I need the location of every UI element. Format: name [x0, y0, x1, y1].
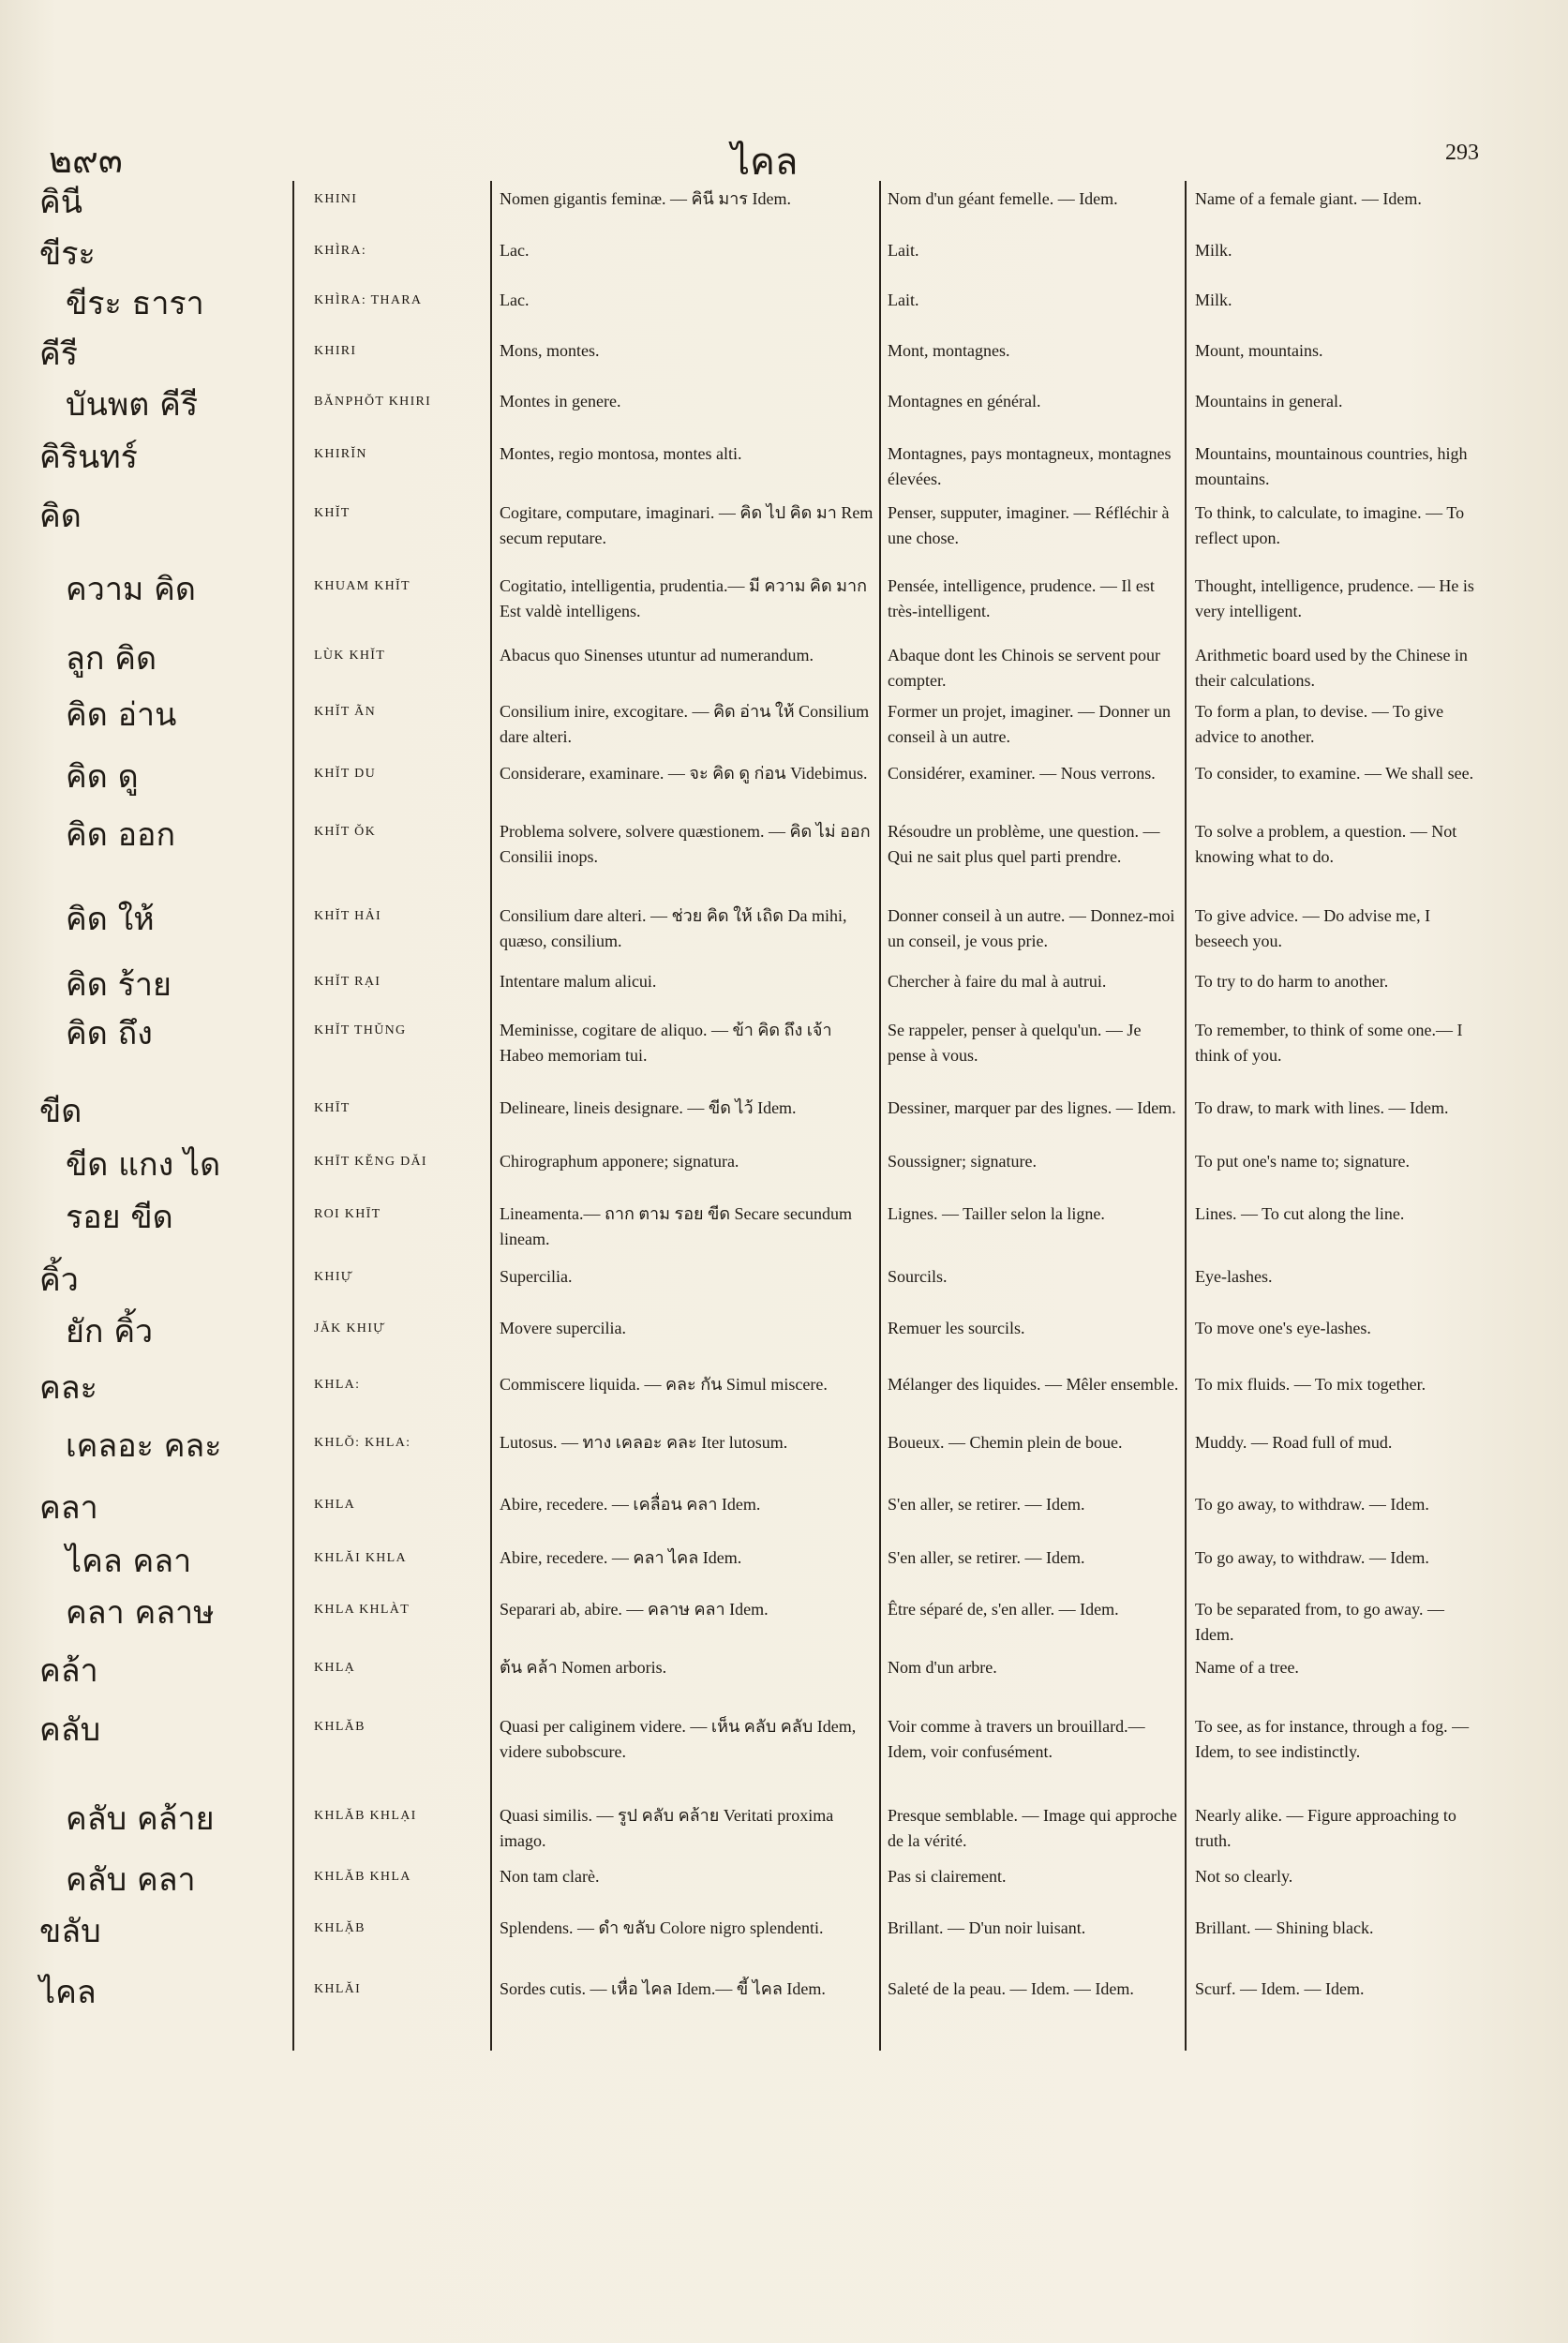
- entry-latin: Movere supercilia.: [500, 1319, 626, 1337]
- entry-transliteration: LÙK KHĬT: [314, 649, 386, 663]
- entry-french: S'en aller, se retirer. — Idem.: [888, 1495, 1085, 1514]
- entry-english: To form a plan, to devise. — To give advice to another.: [1195, 702, 1444, 746]
- entry-english: To solve a problem, a question. — Not knowing what to do.: [1195, 822, 1457, 866]
- entry-french: Pensée, intelligence, prudence. — Il est très-intelligent.: [888, 576, 1155, 620]
- entry-latin: Montes in genere.: [500, 392, 621, 410]
- thai-page-number: ๒๙๓: [49, 140, 123, 181]
- entry-transliteration: KHĬT DU: [314, 767, 377, 781]
- entry-latin: Separari ab, abire. — คลาษ คลา Idem.: [500, 1600, 769, 1619]
- entry-transliteration: KHĪT KĔNG DĂI: [314, 1155, 427, 1169]
- entry-transliteration: KHLĂI: [314, 1982, 362, 1996]
- entry-english: To draw, to mark with lines. — Idem.: [1195, 1098, 1449, 1117]
- entry-transliteration: KHUAM KHĬT: [314, 579, 411, 593]
- entry-thai-headword: บันพต คีรี: [66, 386, 199, 424]
- entry-french: Presque semblable. — Image qui approche de la vérité.: [888, 1806, 1177, 1850]
- entry-french: Résoudre un problème, une question. — Qui ne sait plus quel parti prendre.: [888, 822, 1160, 866]
- entry-english: To give advice. — Do advise me, I beseech you.: [1195, 906, 1431, 950]
- entry-latin: Lac.: [500, 241, 530, 260]
- entry-french: Brillant. — D'un noir luisant.: [888, 1918, 1086, 1937]
- entry-thai-headword: คละ: [39, 1369, 97, 1407]
- entry-english: To go away, to withdraw. — Idem.: [1195, 1495, 1429, 1514]
- entry-latin: Supercilia.: [500, 1267, 573, 1286]
- entry-transliteration: KHLA:: [314, 1378, 361, 1392]
- entry-french: Sourcils.: [888, 1267, 948, 1286]
- entry-thai-headword: คิด ให้: [66, 901, 155, 938]
- entry-transliteration: KHĬT ŎK: [314, 825, 377, 839]
- entry-transliteration: KHIỤ̌: [314, 1270, 352, 1284]
- entry-thai-headword: คลา: [39, 1489, 98, 1527]
- entry-thai-headword: ขีระ: [39, 235, 96, 273]
- entry-english: To move one's eye-lashes.: [1195, 1319, 1371, 1337]
- entry-english: Name of a tree.: [1195, 1658, 1299, 1677]
- entry-french: Penser, supputer, imaginer. — Réfléchir à une chose.: [888, 503, 1170, 547]
- entry-latin: Lutosus. — ทาง เคลอะ คละ Iter lutosum.: [500, 1433, 788, 1452]
- entry-thai-headword: คลา คลาษ: [66, 1594, 215, 1632]
- entry-latin: Quasi similis. — รูป คลับ คล้าย Veritati proxima imago.: [500, 1806, 834, 1850]
- entry-english: To put one's name to; signature.: [1195, 1152, 1410, 1171]
- entry-latin: Commiscere liquida. — คละ กัน Simul miscere.: [500, 1375, 828, 1394]
- entry-thai-headword: คิด: [39, 498, 82, 535]
- entry-french: Se rappeler, penser à quelqu'un. — Je pense à vous.: [888, 1021, 1142, 1065]
- entry-english: To consider, to examine. — We shall see.: [1195, 764, 1474, 783]
- entry-thai-headword: ยัก คิ้ว: [66, 1313, 154, 1351]
- entry-thai-headword: คล้า: [39, 1652, 98, 1690]
- entry-english: To go away, to withdraw. — Idem.: [1195, 1548, 1429, 1567]
- entry-french: Remuer les sourcils.: [888, 1319, 1025, 1337]
- entry-thai-headword: ไคล คลา: [66, 1543, 192, 1580]
- entry-transliteration: KHÌRA: THARA: [314, 293, 423, 307]
- entry-english: Scurf. — Idem. — Idem.: [1195, 1979, 1365, 1998]
- entry-english: Not so clearly.: [1195, 1867, 1293, 1886]
- entry-transliteration: KHLĂB: [314, 1720, 366, 1734]
- entry-french: Chercher à faire du mal à autrui.: [888, 972, 1107, 991]
- entry-thai-headword: รอย ขีด: [66, 1199, 173, 1236]
- entry-french: Lignes. — Tailler selon la ligne.: [888, 1204, 1105, 1223]
- entry-transliteration: KHLĂB KHLA: [314, 1870, 411, 1884]
- entry-thai-headword: เคลอะ คละ: [66, 1427, 222, 1465]
- entry-transliteration: KHĬT RẠI: [314, 975, 381, 989]
- entry-latin: Considerare, examinare. — จะ คิด ดู ก่อน Videbimus.: [500, 764, 868, 783]
- entry-thai-headword: ไคล: [39, 1974, 97, 2011]
- entry-latin: Abire, recedere. — เคลื่อน คลา Idem.: [500, 1495, 761, 1514]
- entry-latin: Nomen gigantis feminæ. — คินี มาร Idem.: [500, 189, 791, 208]
- entry-french: Montagnes, pays montagneux, montagnes élevées.: [888, 444, 1172, 488]
- entry-english: Milk.: [1195, 241, 1232, 260]
- page-header: [0, 131, 1568, 184]
- entry-english: Mountains, mountainous countries, high mountains.: [1195, 444, 1468, 488]
- entry-french: Mélanger des liquides. — Mêler ensemble.: [888, 1375, 1179, 1394]
- entry-french: Former un projet, imaginer. — Donner un conseil à un autre.: [888, 702, 1171, 746]
- entry-thai-headword: คิ้ว: [39, 1261, 79, 1299]
- entry-transliteration: KHLẶB: [314, 1921, 366, 1935]
- entry-french: Lait.: [888, 241, 919, 260]
- entry-latin: Quasi per caliginem videre. — เห็น คลับ คลับ Idem, videre subobscure.: [500, 1717, 857, 1761]
- entry-thai-headword: ขีด แกง ได: [66, 1146, 221, 1184]
- entry-transliteration: KHLẠ: [314, 1661, 356, 1675]
- entry-thai-headword: ความ คิด: [66, 571, 196, 608]
- entry-thai-headword: คิด ถึง: [66, 1015, 153, 1052]
- entry-transliteration: KHĪT: [314, 1101, 351, 1115]
- entry-french: Pas si clairement.: [888, 1867, 1007, 1886]
- entry-latin: Mons, montes.: [500, 341, 600, 360]
- entry-english: To mix fluids. — To mix together.: [1195, 1375, 1426, 1394]
- entry-thai-headword: คลับ: [39, 1711, 101, 1749]
- running-head: ไคล: [731, 141, 799, 184]
- entry-transliteration: KHĬT THŬNG: [314, 1023, 407, 1037]
- page-number: 293: [1445, 141, 1479, 165]
- entry-latin: Intentare malum alicui.: [500, 972, 657, 991]
- entry-transliteration: ROI KHĪT: [314, 1207, 381, 1221]
- entry-latin: Non tam clarè.: [500, 1867, 600, 1886]
- entry-latin: Montes, regio montosa, montes alti.: [500, 444, 742, 463]
- entry-english: Eye-lashes.: [1195, 1267, 1273, 1286]
- entry-english: Milk.: [1195, 291, 1232, 309]
- entry-english: Thought, intelligence, prudence. — He is very intelligent.: [1195, 576, 1474, 620]
- column-rule-4: [1185, 181, 1187, 2051]
- entry-english: Brillant. — Shining black.: [1195, 1918, 1374, 1937]
- entry-transliteration: KHIRI: [314, 344, 357, 358]
- entry-latin: Lac.: [500, 291, 530, 309]
- entry-french: Abaque dont les Chinois se servent pour compter.: [888, 646, 1160, 690]
- entry-french: Lait.: [888, 291, 919, 309]
- entry-english: Lines. — To cut along the line.: [1195, 1204, 1405, 1223]
- entry-latin: Consilium inire, excogitare. — คิด อ่าน ให้ Consilium dare alteri.: [500, 702, 870, 746]
- entry-french: Soussigner; signature.: [888, 1152, 1037, 1171]
- entry-transliteration: KHINI: [314, 192, 358, 206]
- entry-latin: Abacus quo Sinenses utuntur ad numerandum.: [500, 646, 814, 664]
- entry-thai-headword: ลูก คิด: [66, 640, 157, 678]
- entry-french: Dessiner, marquer par des lignes. — Idem.: [888, 1098, 1176, 1117]
- entry-english: Name of a female giant. — Idem.: [1195, 189, 1422, 208]
- entry-thai-headword: คลับ คล้าย: [66, 1800, 215, 1838]
- column-rule-1: [292, 181, 294, 2051]
- entry-thai-headword: ขีด: [39, 1093, 82, 1130]
- entry-transliteration: KHÌRA:: [314, 244, 367, 258]
- entry-thai-headword: คิด ร้าย: [66, 966, 172, 1004]
- entry-thai-headword: คิด ดู: [66, 758, 139, 796]
- entry-latin: Lineamenta.— ถาก ตาม รอย ขีด Secare secundum lineam.: [500, 1204, 852, 1248]
- entry-latin: Splendens. — ดำ ขลับ Colore nigro splendenti.: [500, 1918, 824, 1937]
- entry-thai-headword: คินี: [39, 184, 82, 221]
- entry-french: Boueux. — Chemin plein de boue.: [888, 1433, 1123, 1452]
- entry-french: Saleté de la peau. — Idem. — Idem.: [888, 1979, 1134, 1998]
- entry-latin: Cogitare, computare, imaginari. — คิด ไป คิด มา Rem secum reputare.: [500, 503, 874, 547]
- entry-english: Mountains in general.: [1195, 392, 1343, 410]
- entry-latin: Chirographum apponere; signatura.: [500, 1152, 739, 1171]
- entry-transliteration: KHĬT: [314, 506, 351, 520]
- entry-english: Nearly alike. — Figure approaching to truth.: [1195, 1806, 1456, 1850]
- entry-english: To remember, to think of some one.— I think of you.: [1195, 1021, 1463, 1065]
- entry-english: To think, to calculate, to imagine. — To reflect upon.: [1195, 503, 1465, 547]
- entry-latin: Abire, recedere. — คลา ไคล Idem.: [500, 1548, 742, 1567]
- entry-french: Considérer, examiner. — Nous verrons.: [888, 764, 1156, 783]
- entry-latin: Problema solvere, solvere quæstionem. — คิด ไม่ ออก Consilii inops.: [500, 822, 871, 866]
- entry-transliteration: KHĬT HẢI: [314, 909, 381, 923]
- entry-latin: Meminisse, cogitare de aliquo. — ข้า คิด ถึง เจ้า Habeo memoriam tui.: [500, 1021, 832, 1065]
- entry-english: Mount, mountains.: [1195, 341, 1323, 360]
- entry-transliteration: KHLĂB KHLẠI: [314, 1809, 417, 1823]
- entry-french: Montagnes en général.: [888, 392, 1041, 410]
- entry-latin: ต้น คล้า Nomen arboris.: [500, 1658, 667, 1677]
- entry-latin: Cogitatio, intelligentia, prudentia.— มี ความ คิด มาก Est valdè intelligens.: [500, 576, 868, 620]
- entry-thai-headword: คิรินทร์: [39, 439, 138, 476]
- entry-thai-headword: คลับ คลา: [66, 1861, 196, 1899]
- entry-french: Nom d'un arbre.: [888, 1658, 997, 1677]
- entry-transliteration: KHLŎ: KHLA:: [314, 1436, 411, 1450]
- entry-english: To see, as for instance, through a fog. — Idem, to see indistinctly.: [1195, 1717, 1470, 1761]
- entry-french: Mont, montagnes.: [888, 341, 1010, 360]
- entry-english: To be separated from, to go away. — Idem.: [1195, 1600, 1444, 1644]
- entry-transliteration: KHLA KHLÀT: [314, 1603, 411, 1617]
- entry-thai-headword: คิด อ่าน: [66, 696, 177, 734]
- entry-english: To try to do harm to another.: [1195, 972, 1389, 991]
- entry-transliteration: KHLĂI KHLA: [314, 1551, 407, 1565]
- entry-english: Muddy. — Road full of mud.: [1195, 1433, 1393, 1452]
- entry-latin: Consilium dare alteri. — ช่วย คิด ให้ เถิด Da mihi, quæso, consilium.: [500, 906, 847, 950]
- entry-transliteration: KHĬT ÃN: [314, 705, 377, 719]
- entry-french: S'en aller, se retirer. — Idem.: [888, 1548, 1085, 1567]
- entry-thai-headword: ขีระ ธารา: [66, 285, 204, 322]
- entry-thai-headword: คีรี: [39, 336, 79, 373]
- entry-latin: Sordes cutis. — เหื่อ ไคล Idem.— ขี้ ไคล Idem.: [500, 1979, 826, 1998]
- entry-english: Arithmetic board used by the Chinese in their calculations.: [1195, 646, 1468, 690]
- entry-french: Donner conseil à un autre. — Donnez-moi un conseil, je vous prie.: [888, 906, 1175, 950]
- entry-transliteration: KHLA: [314, 1498, 356, 1512]
- entry-french: Être séparé de, s'en aller. — Idem.: [888, 1600, 1119, 1619]
- entry-transliteration: BĂNPHŎT KHIRI: [314, 395, 432, 409]
- entry-french: Voir comme à travers un brouillard.— Idem, voir confusément.: [888, 1717, 1145, 1761]
- entry-french: Nom d'un géant femelle. — Idem.: [888, 189, 1118, 208]
- entry-latin: Delineare, lineis designare. — ขีด ไว้ Idem.: [500, 1098, 797, 1117]
- entry-transliteration: KHIRĬN: [314, 447, 367, 461]
- entry-transliteration: JĂK KHIỤ̌: [314, 1321, 384, 1336]
- entry-thai-headword: ขลับ: [39, 1913, 101, 1950]
- entry-thai-headword: คิด ออก: [66, 816, 176, 854]
- column-rule-3: [879, 181, 881, 2051]
